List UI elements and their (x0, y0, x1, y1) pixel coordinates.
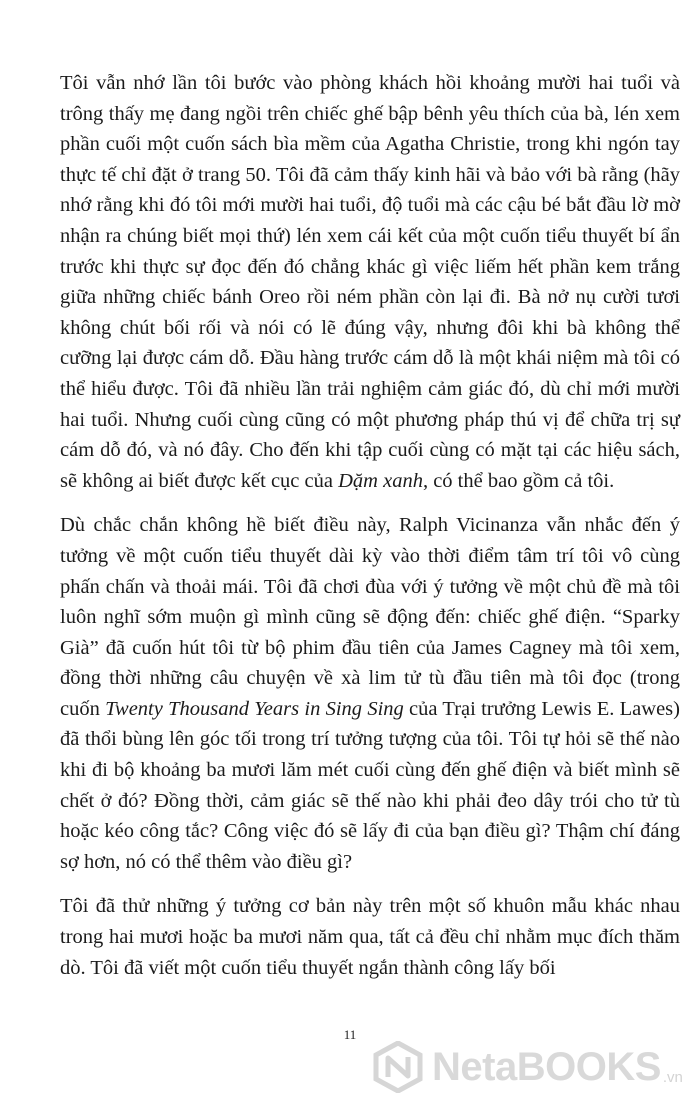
watermark-suffix: .vn (662, 1069, 683, 1086)
netabooks-logo-icon (372, 1041, 424, 1093)
text-segment: Dù chắc chắn không hề biết điều này, Ralph Vicinanza vẫn nhắc đến ý tưởng về một cuốn tiểu thuyết dài kỳ vào thời điểm tâm trí tôi vô cùng phấn chấn và thoải mái. Tôi đã chơi đùa với ý tưởng về một chủ đề mà tôi luôn nghĩ sớm muộn gì mình cũng sẽ động đến: chiếc ghế điện. “Sparky Già” đã cuốn hút tôi từ bộ phim đầu tiên của James Cagney mà tôi xem, đồng thời những câu chuyện về xà lim tử tù đầu tiên mà tôi đọc (trong cuốn (60, 514, 680, 720)
page-number: 11 (343, 1027, 357, 1042)
paragraph (60, 510, 680, 877)
text-segment: Tôi vẫn nhớ lần tôi bước vào phòng khách hồi khoảng mười hai tuổi và trông thấy mẹ đang ngồi trên chiếc ghế bập bênh yêu thích của bà, lén xem phần cuối một cuốn sách bìa mềm của Agatha Christie, trong khi ngón tay thực tế chỉ đặt ở trang 50. Tôi đã cảm thấy kinh hãi và bảo với bà rằng (hãy nhớ rằng khi đó tôi mới mười hai tuổi, độ tuổi mà các cậu bé bắt đầu lờ mờ nhận ra chúng biết mọi thứ) lén xem cái kết của một cuốn tiểu thuyết bí ẩn trước khi thực sự đọc đến đó chẳng khác gì việc liếm hết phần kem trắng giữa những chiếc bánh Oreo rồi ném phần còn lại đi. Bà nở nụ cười tươi không chút bối rối và nói có lẽ đúng vậy, nhưng đôi khi bà không thể cưỡng lại được cám dỗ. Đầu hàng trước cám dỗ là một khái niệm mà tôi có thể hiểu được. Tôi đã nhiều lần trải nghiệm cảm giác đó, dù chỉ mới mười hai tuổi. Nhưng cuối cùng cũng có một phương pháp thú vị để chữa trị sự cám dỗ đó, và nó đây. Cho đến khi tập cuối cùng có mặt tại các hiệu sách, sẽ không ai biết được kết cục của (60, 72, 680, 492)
paragraph (60, 891, 680, 983)
italic-title: Dặm xanh (338, 469, 423, 492)
watermark-text: NetaBOOKS (432, 1044, 661, 1089)
body-text (60, 68, 680, 997)
text-segment: , có thể bao gồm cả tôi. (422, 469, 615, 492)
italic-title: Twenty Thousand Years in Sing Sing (105, 697, 404, 720)
text-segment: Tôi đã thử những ý tưởng cơ bản này trên một số khuôn mẫu khác nhau trong hai mươi hoặc ba mươi năm qua, tất cả đều chỉ nhằm mục đích thăm dò. Tôi đã viết một cuốn tiểu thuyết ngắn thành công lấy bối (60, 895, 680, 979)
watermark (372, 1038, 683, 1096)
paragraph (60, 68, 680, 496)
text-segment: của Trại trưởng Lewis E. Lawes) đã thổi bùng lên góc tối trong trí tưởng tượng của tôi. Tôi tự hỏi sẽ thế nào khi đi bộ khoảng ba mươi lăm mét cuối cùng đến ghế điện và biết mình sẽ chết ở đó? Đồng thời, cảm giác sẽ thế nào khi phải đeo dây trói cho tử tù hoặc kéo công tắc? Công việc đó sẽ lấy đi của bạn điều gì? Thậm chí đáng sợ hơn, nó có thể thêm vào điều gì? (60, 697, 680, 873)
